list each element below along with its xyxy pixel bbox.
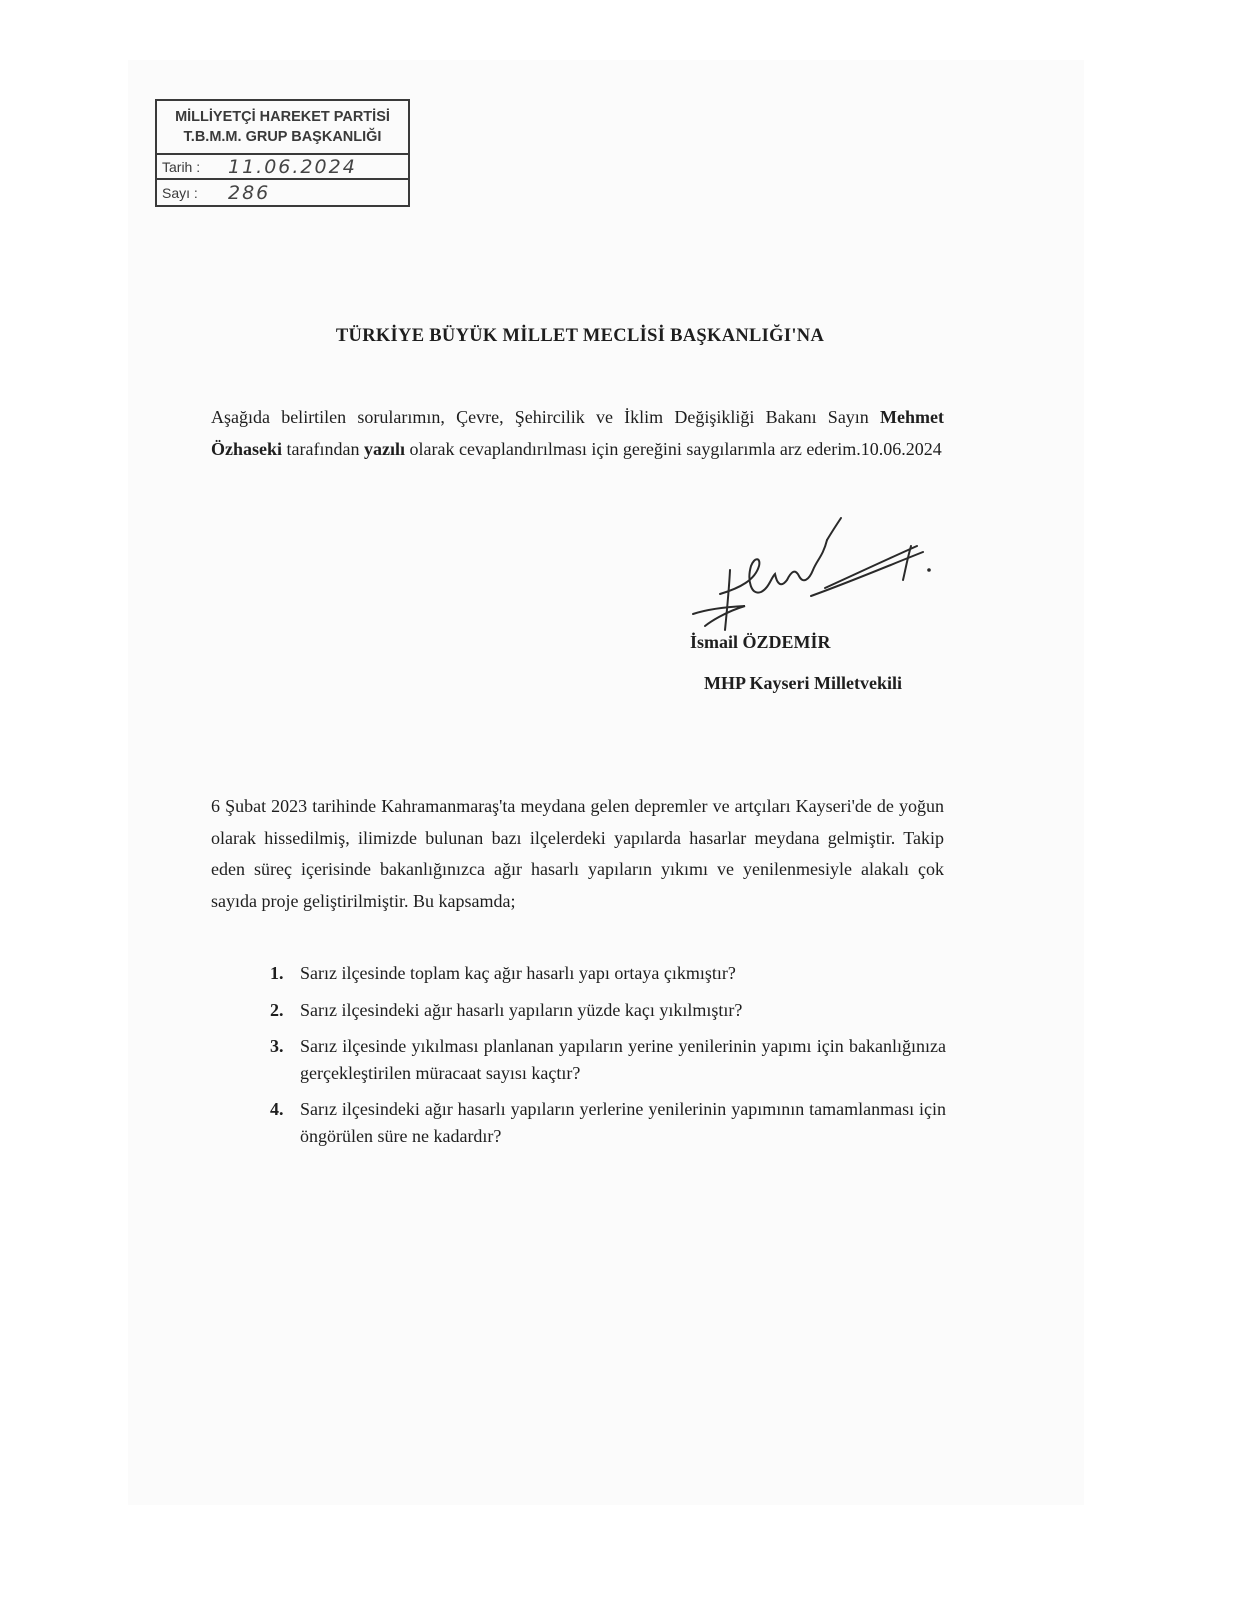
- signatory-role: MHP Kayseri Milletvekili: [704, 673, 902, 693]
- question-number: 3.: [270, 1036, 284, 1056]
- written-keyword: yazılı: [363, 438, 405, 459]
- intro-paragraph: [211, 402, 944, 465]
- stamp-number-row: [157, 180, 408, 205]
- question-text: Sarız ilçesinde yıkılması planlanan yapıların yerine yenilerinin yapımı için bakanlığınıza gerçekleştirilen müracaat sayısı kaçtır?: [300, 1036, 946, 1083]
- question-text: Sarız ilçesinde toplam kaç ağır hasarlı yapı ortaya çıkmıştır?: [300, 963, 736, 983]
- scanned-page: [128, 60, 1084, 1505]
- stamp-date-value: 11.06.2024: [228, 155, 357, 178]
- question-number: 2.: [270, 999, 284, 1020]
- stamp-number-label: Sayı :: [162, 184, 198, 201]
- question-number: 1.: [270, 963, 284, 983]
- list-item: [262, 1033, 946, 1086]
- stamp-header: [157, 101, 408, 155]
- minister-name: Mehmet Özhaseki: [211, 407, 944, 459]
- handwritten-signature: [685, 510, 945, 640]
- question-number: 4.: [270, 1099, 284, 1119]
- signatory-name: İsmail ÖZDEMİR: [690, 632, 831, 652]
- list-item: [262, 997, 946, 1024]
- stamp-line-1: MİLLİYETÇİ HAREKET PARTİSİ: [175, 109, 390, 125]
- list-item: [262, 1096, 946, 1149]
- stamp-date-row: [157, 155, 408, 180]
- question-text: Sarız ilçesindeki ağır hasarlı yapıların yüzde kaçı yıkılmıştır?: [300, 999, 743, 1020]
- question-list: [262, 960, 946, 1159]
- question-text: Sarız ilçesindeki ağır hasarlı yapıların yerlerine yenilerinin yapımının tamamlanması için öngörülen süre ne kadardır?: [300, 1099, 946, 1146]
- intro-text-1: Aşağıda belirtilen sorularımın, Çevre, Şehircilik ve İklim Değişikliği Bakanı Sayın: [211, 407, 881, 427]
- intro-text-2: tarafından: [282, 438, 364, 459]
- list-item: [262, 960, 946, 987]
- party-stamp: [155, 99, 410, 207]
- stamp-line-2: T.B.M.M. GRUP BAŞKANLIĞI: [183, 129, 382, 145]
- body-paragraph: 6 Şubat 2023 tarihinde Kahramanmaraş'ta meydana gelen depremler ve artçıları Kayseri'de de yoğun olarak hissedilmiş, ilimizde bulunan bazı ilçelerdeki yapılarda hasarlar meydana gelmiştir. Takip eden süreç içerisinde bakanlığınızca ağır hasarlı yapıların yıkımı ve yenilenmesiyle alakalı çok sayıda proje geliştirilmiştir. Bu kapsamda;: [211, 796, 944, 911]
- intro-text-3: olarak cevaplandırılması için gereğini saygılarımla arz ederim.10.06.2024: [404, 438, 942, 459]
- stamp-date-label: Tarih :: [162, 158, 201, 175]
- document-title: TÜRKİYE BÜYÜK MİLLET MECLİSİ BAŞKANLIĞI'NA: [335, 326, 825, 346]
- stamp-number-value: 286: [228, 181, 271, 204]
